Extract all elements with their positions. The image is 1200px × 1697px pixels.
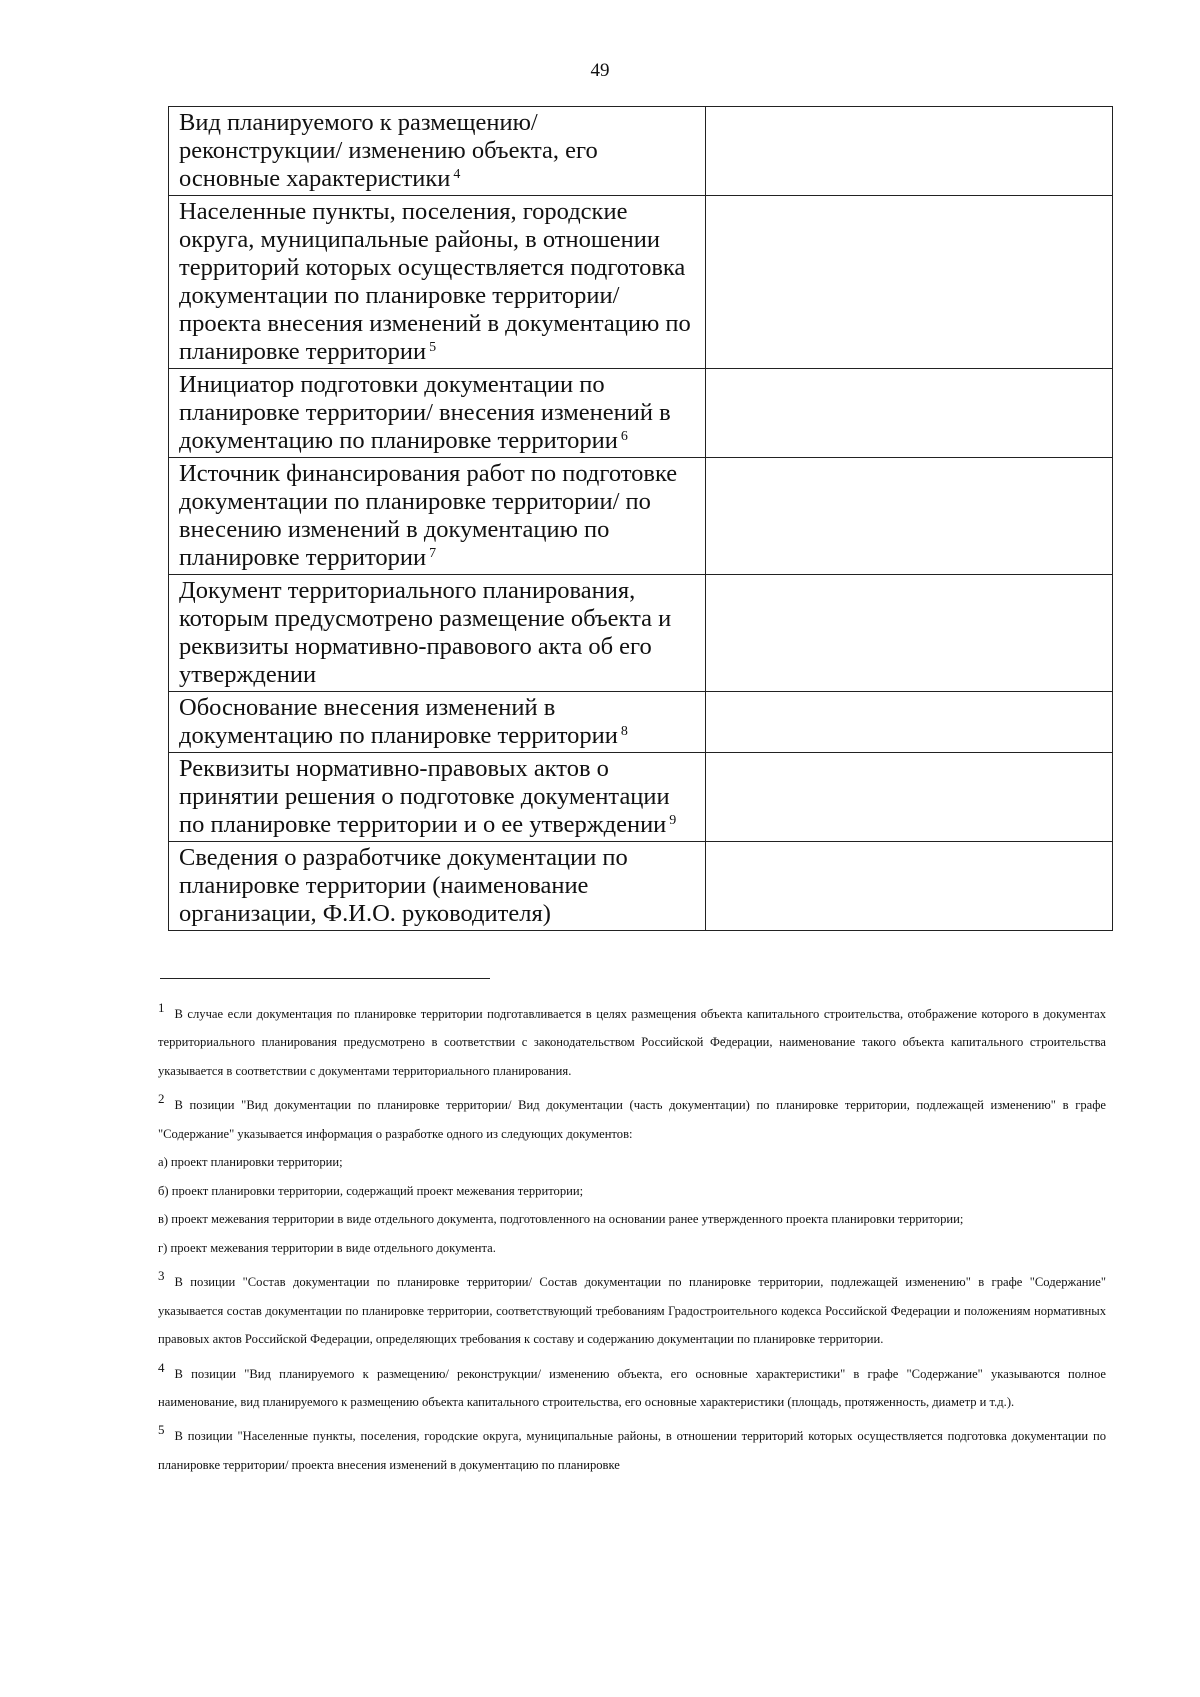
page-number: 49 bbox=[590, 60, 610, 81]
footnotes-section bbox=[158, 994, 1106, 1479]
footnote-text: В позиции "Вид документации по планировке территории/ Вид документации (часть документации) по планировке территории, подлежащей изменению" в графе "Содержание" указывается информация о разработке одного из следующих документов: bbox=[158, 1098, 1106, 1141]
document-form-table bbox=[168, 106, 1113, 931]
row-label-cell bbox=[169, 369, 706, 458]
row-label: Документ территориального планирования, которым предусмотрено размещение объекта и реквизиты нормативно-правового акта об его утверждении bbox=[179, 577, 672, 688]
footnote-2 bbox=[158, 1085, 1106, 1148]
footnote-ref: 6 bbox=[620, 428, 628, 444]
row-label: Обоснование внесения изменений в документацию по планировке территории bbox=[179, 694, 618, 749]
footnote-text: В позиции "Вид планируемого к размещению/ реконструкции/ изменению объекта, его основные характеристики" в графе "Содержание" указываются полное наименование, вид планируемого к размещению объекта капитального строительства, его основные характеристики (площадь, протяженность, диаметр и т.д.). bbox=[158, 1366, 1106, 1409]
table-row bbox=[169, 692, 1113, 753]
footnote-3 bbox=[158, 1262, 1106, 1353]
footnote-4 bbox=[158, 1354, 1106, 1417]
row-value-cell bbox=[706, 575, 1113, 692]
row-value-cell bbox=[706, 842, 1113, 931]
row-label: Сведения о разработчике документации по планировке территории (наименование организации, Ф.И.О. руководителя) bbox=[179, 844, 628, 927]
row-label-cell bbox=[169, 107, 706, 196]
row-label-cell bbox=[169, 196, 706, 369]
row-label: Населенные пункты, поселения, городские округа, муниципальные районы, в отношении территорий которых осуществляется подготовка документации по планировке территории/ проекта внесения изменений в документацию по планировке территории bbox=[179, 198, 691, 365]
footnote-5 bbox=[158, 1416, 1106, 1479]
footnote-2-item-c: в) проект межевания территории в виде отдельного документа, подготовленного на основании ранее утвержденного проекта планировки территории; bbox=[158, 1212, 964, 1227]
table-row bbox=[169, 369, 1113, 458]
row-label-cell bbox=[169, 692, 706, 753]
row-label-cell bbox=[169, 842, 706, 931]
row-value-cell bbox=[706, 107, 1113, 196]
footnote-ref: 9 bbox=[669, 812, 677, 828]
table-row bbox=[169, 196, 1113, 369]
footnote-number: 1 bbox=[158, 1000, 165, 1015]
row-label: Вид планируемого к размещению/ реконструкции/ изменению объекта, его основные характеристики bbox=[179, 109, 598, 192]
footnote-separator bbox=[160, 978, 490, 979]
footnote-ref: 8 bbox=[620, 723, 628, 739]
row-value-cell bbox=[706, 369, 1113, 458]
row-label: Реквизиты нормативно-правовых актов о принятии решения о подготовке документации по планировке территории и о ее утверждении bbox=[179, 755, 670, 838]
footnote-number: 3 bbox=[158, 1268, 165, 1284]
table-row bbox=[169, 458, 1113, 575]
table-row bbox=[169, 842, 1113, 931]
footnote-ref: 5 bbox=[429, 339, 437, 355]
footnote-2-item-a: а) проект планировки территории; bbox=[158, 1155, 343, 1170]
table-row bbox=[169, 107, 1113, 196]
row-label-cell bbox=[169, 575, 706, 692]
footnote-number: 2 bbox=[158, 1091, 165, 1107]
footnote-text: В случае если документация по планировке территории подготавливается в целях размещения объекта капитального строительства, отображение которого в документах территориального планирования предусмотрено в соответствии с законодательством Российской Федерации, наименование такого объекта капитального строительства указывается в соответствии с документами территориального планирования. bbox=[158, 1006, 1106, 1078]
footnote-text: В позиции "Населенные пункты, поселения, городские округа, муниципальные районы, в отношении территорий которых осуществляется подготовка документации по планировке территории/ проекта внесения изменений в документацию по планировке bbox=[158, 1429, 1106, 1472]
row-label: Инициатор подготовки документации по планировке территории/ внесения изменений в документацию по планировке территории bbox=[179, 371, 671, 454]
footnote-2-item-d: г) проект межевания территории в виде отдельного документа. bbox=[158, 1240, 496, 1255]
row-value-cell bbox=[706, 458, 1113, 575]
footnote-ref: 7 bbox=[429, 545, 437, 561]
row-value-cell bbox=[706, 753, 1113, 842]
footnote-number: 4 bbox=[158, 1359, 165, 1375]
footnote-number: 5 bbox=[158, 1422, 165, 1438]
footnote-1 bbox=[158, 994, 1106, 1085]
footnote-2-item-b: б) проект планировки территории, содержащий проект межевания территории; bbox=[158, 1183, 584, 1198]
footnote-text: В позиции "Состав документации по планировке территории/ Состав документации по планировке территории, подлежащей изменению" в графе "Содержание" указывается состав документации по планировке территории, соответствующий требованиям Градостроительного кодекса Российской Федерации и положениям нормативных правовых актов Российской Федерации, определяющих требования к составу и содержанию документации по планировке территории. bbox=[158, 1275, 1106, 1347]
row-label-cell bbox=[169, 458, 706, 575]
row-label-cell bbox=[169, 753, 706, 842]
row-value-cell bbox=[706, 692, 1113, 753]
row-label: Источник финансирования работ по подготовке документации по планировке территории/ по внесению изменений в документацию по планировке территории bbox=[179, 460, 678, 571]
footnote-ref: 4 bbox=[453, 166, 461, 182]
row-value-cell bbox=[706, 196, 1113, 369]
table-row bbox=[169, 753, 1113, 842]
table-row bbox=[169, 575, 1113, 692]
